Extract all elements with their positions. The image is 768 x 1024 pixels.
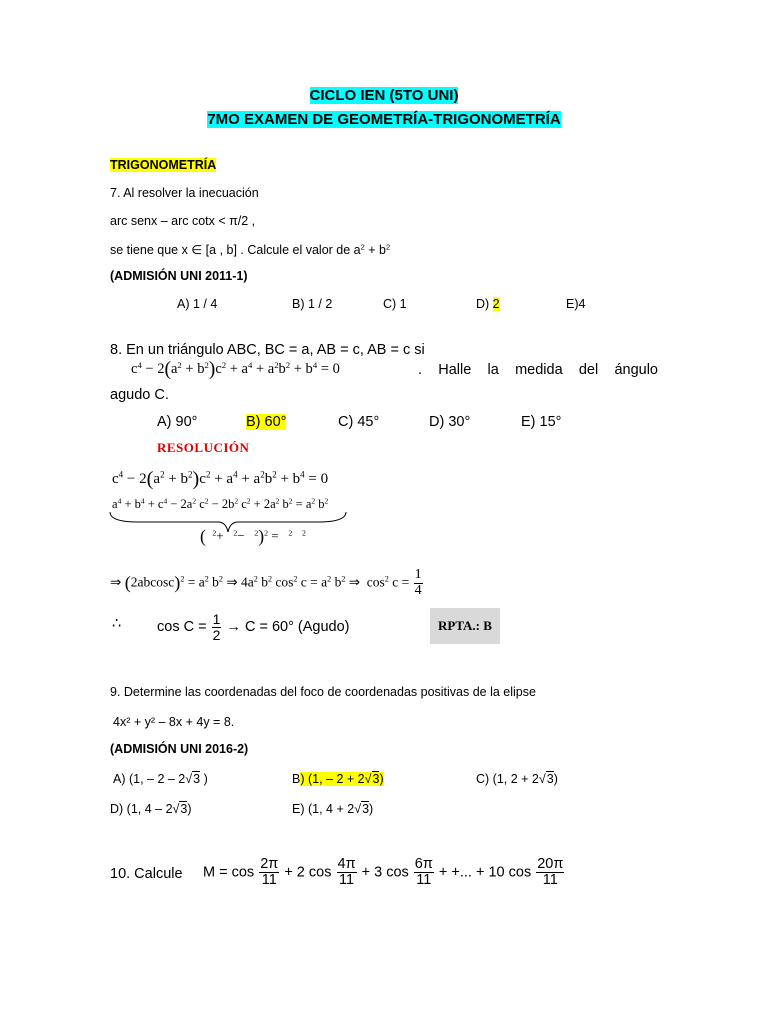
resolution-step4: ⇒ $(2abcosc)^2 = a^2$ $b^2$ ⇒ $4a^2$ $b^2$ $\cos^2 c = a^2$ $b^2$ ⇒ $\cos^2 c$ = $\frac{1}{4}$ <box>110 567 422 598</box>
q9-option-e[interactable]: E) (1, 4 + 2√3) <box>292 802 374 816</box>
q8-option-c[interactable]: C) 45° <box>338 414 380 430</box>
exam-header-line2: 7MO EXAMEN DE GEOMETRÍA-TRIGONOMETRÍA <box>207 111 561 128</box>
q7-statement: 7. Al resolver la inecuación <box>110 186 259 200</box>
therefore-icon: ∴ <box>112 616 122 632</box>
section-label: TRIGONOMETRÍA <box>110 158 217 172</box>
q9-option-d[interactable]: D) (1, 4 – 2√3) <box>110 802 192 816</box>
q8-option-a[interactable]: A) 90° <box>157 414 198 430</box>
q8-option-e[interactable]: E) 15° <box>521 414 562 430</box>
q9-option-c[interactable]: C) (1, 2 + 2√3) <box>476 772 558 786</box>
q7-option-a[interactable]: A) 1 / 4 <box>177 297 218 311</box>
q7-option-e[interactable]: E)4 <box>566 297 586 311</box>
q8-statement-tail2: agudo C. <box>110 387 169 403</box>
q7-option-c[interactable]: C) 1 <box>383 297 407 311</box>
q9-source: (ADMISIÓN UNI 2016-2) <box>110 742 249 756</box>
q8-option-d[interactable]: D) 30° <box>429 414 471 430</box>
q7-inequation: arc senx – arc cotx < π/2 , <box>110 214 256 228</box>
q7-condition: se tiene que x ∈ [a , b] . Calcule el valor de $a^2 + b^2$ <box>110 242 391 257</box>
resolution-step3: ( $^2$+ $^2$− $^2$)$^2$ = $^2$ $^2$ <box>200 526 306 546</box>
q8-equation <box>131 359 340 381</box>
q9-equation: 4x² + y² – 8x + 4y = 8. <box>113 715 235 729</box>
q8-statement: 8. En un triángulo ABC, BC = a, AB = c, AB = c si <box>110 342 425 358</box>
q9-option-b[interactable]: B) (1, – 2 + 2√3) <box>292 772 384 786</box>
resolution-step2: $a^4 + b^4 + c^4 - 2a^2$ $c^2 - 2b^2$ $c^2 + 2a^2$ $b^2 = a^2$ $b^2$ <box>112 496 329 511</box>
q8-equation-formula: $c^4 - 2(a^2 + b^2)c^2 + a^4 + a^2b^2 + b^4 = 0$ <box>131 359 340 380</box>
q10-expression: M = cos $\frac{2\pi}{11}$ + 2 cos $\frac{4\pi}{11}$ + 3 cos $\frac{6\pi}{11}$ + +... + 10 cos $\frac{20\pi}{11}$ <box>203 856 564 889</box>
resolution-label: RESOLUCIÓN <box>157 440 250 455</box>
resolution-step1: $c^4 - 2(a^2 + b^2)c^2 + a^4 + a^2b^2 + b^4 = 0$ <box>112 468 329 490</box>
q7-source: (ADMISIÓN UNI 2011-1) <box>110 269 248 283</box>
q9-statement: 9. Determine las coordenadas del foco de coordenadas positivas de la elipse <box>110 685 536 699</box>
q10-statement: 10. Calcule <box>110 866 183 882</box>
q8-statement-tail: . Halle la medida del ángulo <box>418 362 658 378</box>
exam-header-line1: CICLO IEN (5TO UNI) <box>309 87 459 104</box>
resolution-conclusion: cos C = $\frac{1}{2}$ → C = 60° (Agudo) <box>157 611 350 643</box>
q8-option-b[interactable]: B) 60° <box>246 414 287 430</box>
q9-option-a[interactable]: A) (1, – 2 – 2√3 ) <box>113 772 208 786</box>
q7-option-d[interactable]: D) 2 <box>476 297 500 311</box>
answer-badge: RPTA.: B <box>430 608 500 644</box>
q7-option-b[interactable]: B) 1 / 2 <box>292 297 333 311</box>
